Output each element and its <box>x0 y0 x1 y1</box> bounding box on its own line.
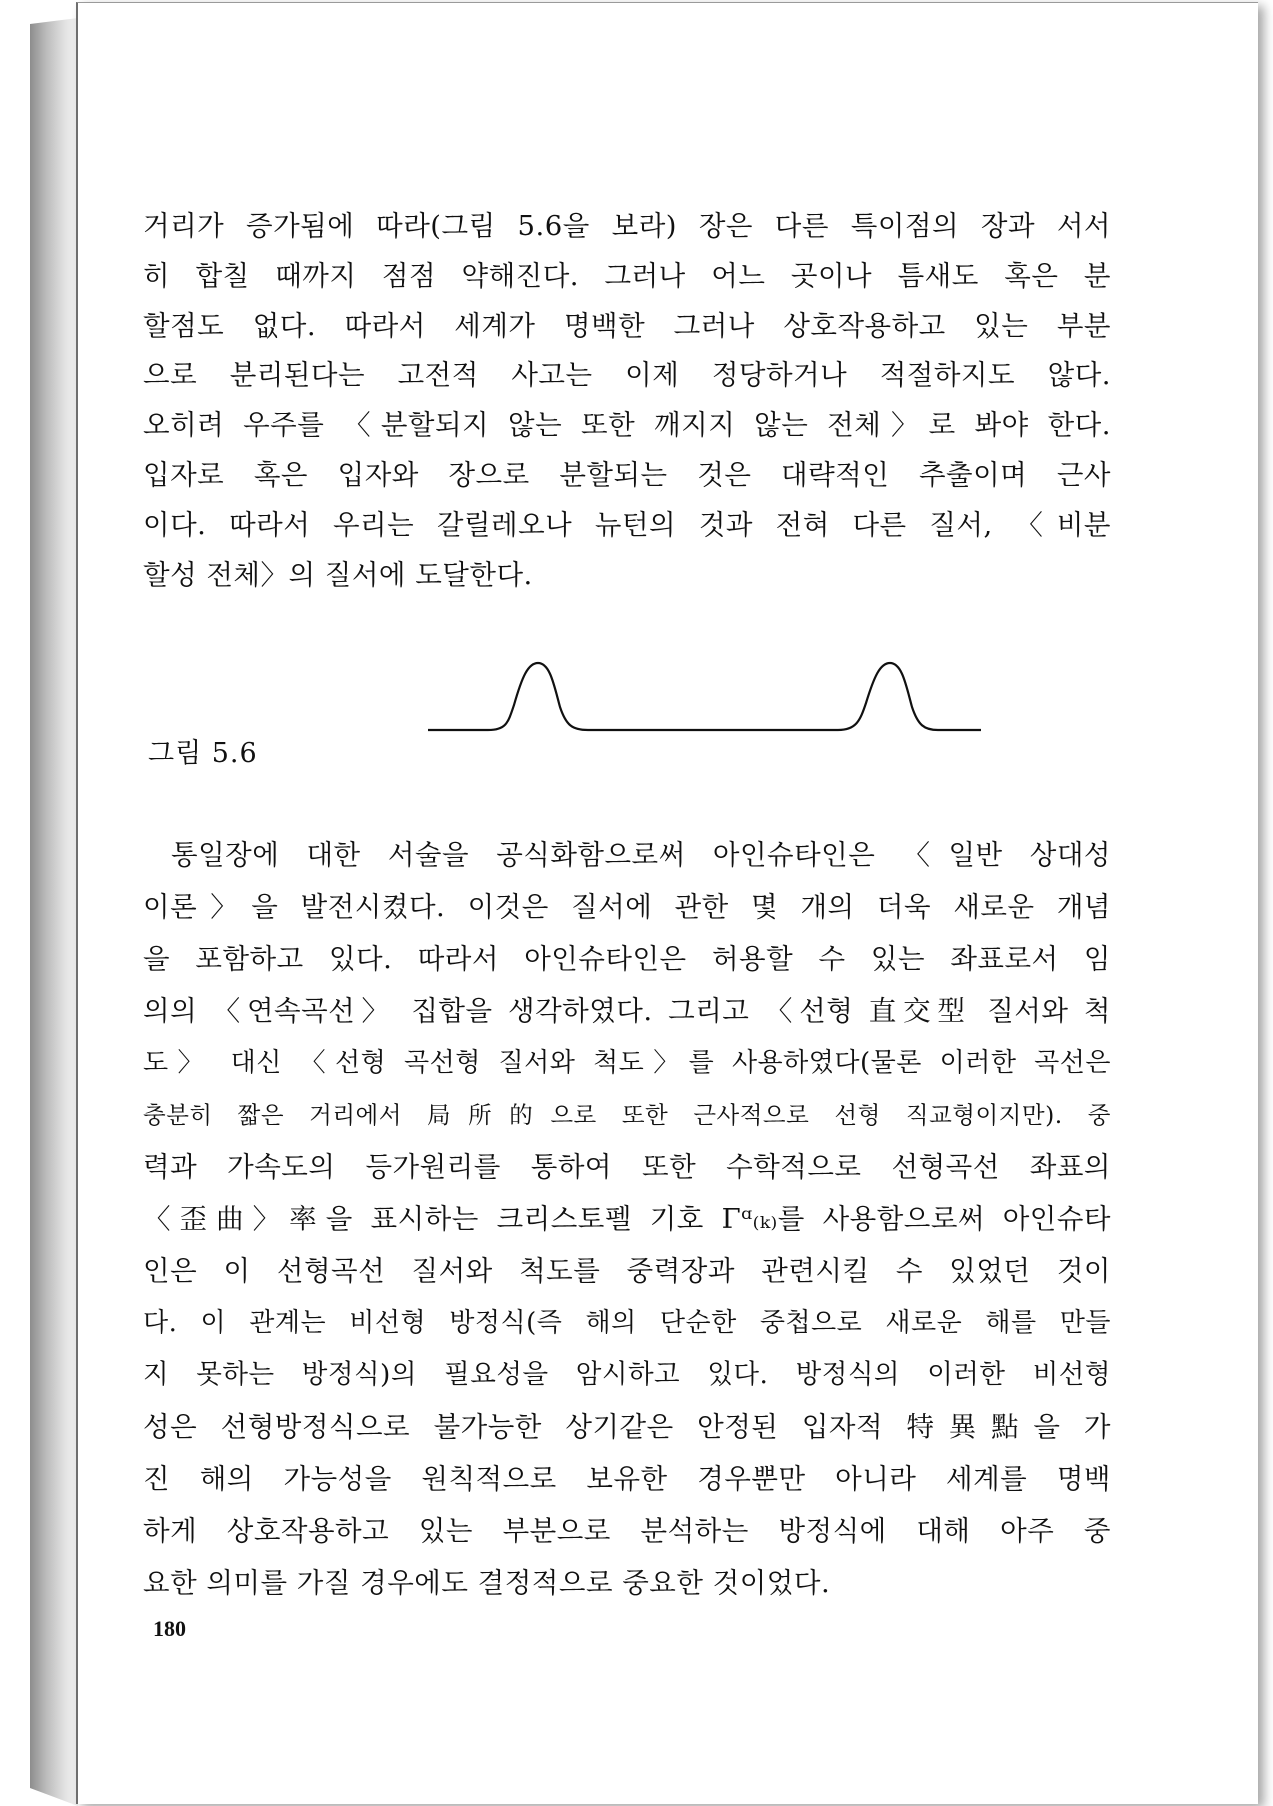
book-spine-edge <box>30 18 78 1806</box>
text-line: 으로 분리된다는 고전적 사고는 이제 정당하거나 적절하지도 않다. <box>143 359 1111 392</box>
text-line: 입자로 혹은 입자와 장으로 분할되는 것은 대략적인 추출이며 근사 <box>143 458 1111 491</box>
paragraph-2 <box>143 829 1111 1609</box>
figure-caption: 그림 5.6 <box>148 738 258 769</box>
text-line: 성은 선형방정식으로 불가능한 상기같은 안정된 입자적 特異點을 가 <box>143 1411 1111 1443</box>
page-number: 180 <box>153 1616 186 1641</box>
text-line: 도〉 대신 〈선형 곡선형 질서와 척도〉를 사용하였다(물론 이러한 곡선은 <box>143 1048 1111 1078</box>
text-line: 인은 이 선형곡선 질서와 척도를 중력장과 관련시킬 수 있었던 것이 <box>143 1255 1111 1287</box>
figure-5-6-field-curve <box>418 655 988 737</box>
text-line: 할점도 없다. 따라서 세계가 명백한 그러나 상호작용하고 있는 부분 <box>143 309 1111 342</box>
field-line <box>428 663 981 730</box>
text-line: 〈歪曲〉率을 표시하는 크리스토펠 기호 Γᵅ₍ₖ₎를 사용함으로써 아인슈타 <box>143 1203 1111 1235</box>
text-line: 지 못하는 방정식)의 필요성을 암시하고 있다. 방정식의 이러한 비선형 <box>143 1359 1111 1390</box>
text-line: 의의 〈연속곡선〉 집합을 생각하였다. 그리고 〈선형 直交型 질서와 척 <box>143 995 1111 1027</box>
paragraph-1 <box>143 202 1111 600</box>
text-line: 하게 상호작용하고 있는 부분으로 분석하는 방정식에 대해 아주 중 <box>143 1515 1111 1547</box>
text-line: 이론〉을 발전시켰다. 이것은 질서에 관한 몇 개의 더욱 새로운 개념 <box>143 891 1111 923</box>
text-line <box>143 829 1111 881</box>
text-line: 다. 이 관계는 비선형 방정식(즉 해의 단순한 중첩으로 새로운 해를 만들 <box>143 1308 1111 1338</box>
text-line: 진 해의 가능성을 원칙적으로 보유한 경우뿐만 아니라 세계를 명백 <box>143 1463 1111 1495</box>
text-line: 력과 가속도의 등가원리를 통하여 또한 수학적으로 선형곡선 좌표의 <box>143 1151 1111 1183</box>
text-line: 충분히 짧은 거리에서 局所的으로 또한 근사적으로 선형 직교형이지만). 중 <box>143 1101 1111 1129</box>
text-line: 거리가 증가됨에 따라(그림 5.6을 보라) 장은 다른 특이점의 장과 서서 <box>143 210 1111 242</box>
text-span: 통일장에 대한 서술을 공식화함으로써 아인슈타인은 〈일반 상대성 <box>171 839 1111 871</box>
text-line: 오히려 우주를 〈분할되지 않는 또한 깨지지 않는 전체〉로 봐야 한다. <box>143 409 1111 442</box>
text-line: 할성 전체〉의 질서에 도달한다. <box>143 558 533 591</box>
text-line: 히 합칠 때까지 점점 약해진다. 그러나 어느 곳이나 틈새도 혹은 분 <box>143 259 1111 292</box>
text-line: 이다. 따라서 우리는 갈릴레오나 뉴턴의 것과 전혀 다른 질서, 〈비분 <box>143 508 1111 541</box>
text-line: 요한 의미를 가질 경우에도 결정적으로 중요한 것이었다. <box>143 1567 831 1599</box>
text-line: 을 포함하고 있다. 따라서 아인슈타인은 허용할 수 있는 좌표로서 임 <box>143 943 1111 975</box>
